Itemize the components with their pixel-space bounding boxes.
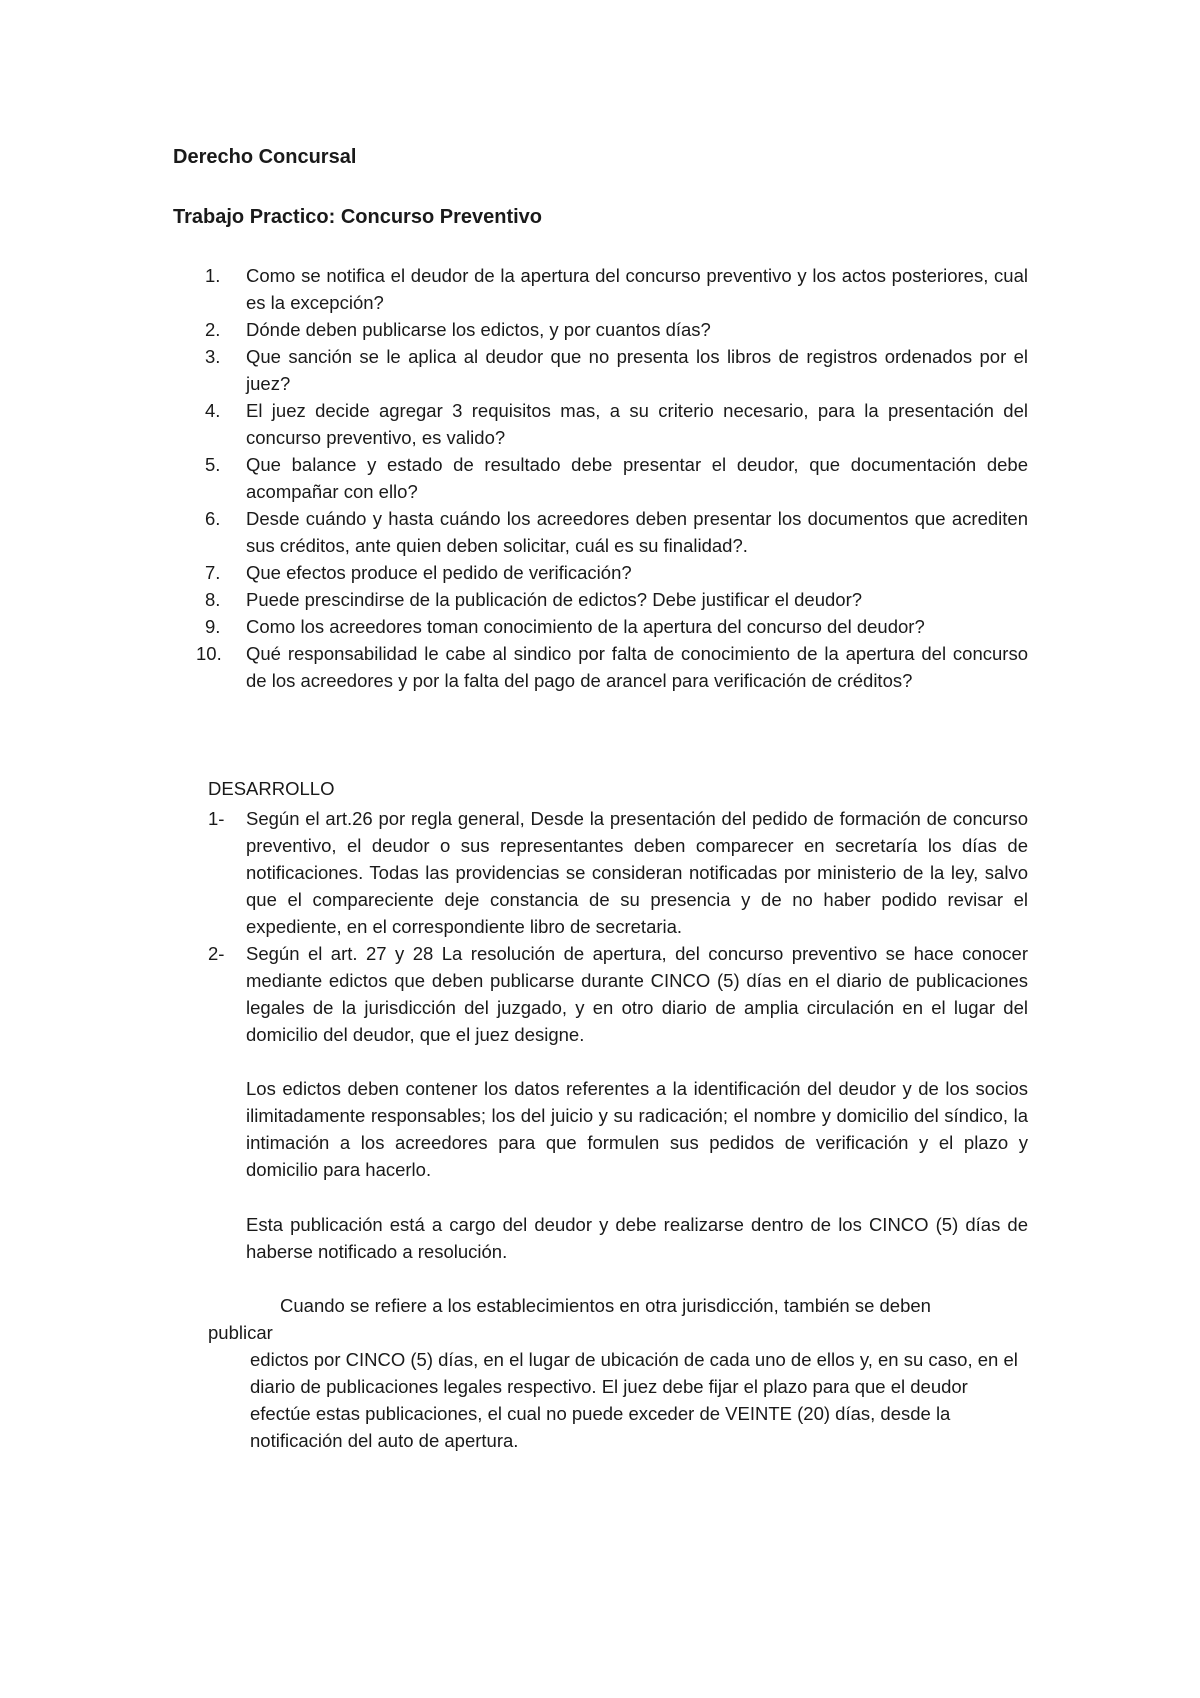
answer-number: 1- [208,808,225,829]
question-number: 7. [205,562,221,583]
question-text: Como los acreedores toman conocimiento de la apertura del concurso del deudor? [246,616,925,637]
question-text: Desde cuándo y hasta cuándo los acreedores deben presentar los documentos que acrediten sus créditos, ante quien deben solicitar, cuál es su finalidad?. [246,508,1028,556]
question-item [173,316,1028,343]
question-number: 1. [205,265,221,286]
answers-list [208,805,1028,1048]
question-item [173,262,1028,316]
question-item [173,640,1028,694]
paragraph-edictos-plazo: edictos por CINCO (5) días, en el lugar de ubicación de cada uno de ellos y, en su caso, en el diario de publicaciones legales respectivo. El juez debe fijar el plazo para que el deudor efectúe estas publicaciones, el cual no puede exceder de VEINTE (20) días, desde la notificación del auto de apertura. [250,1349,1018,1451]
paragraph-line: Cuando se refiere a los establecimientos en otra jurisdicción, también se deben [280,1295,931,1316]
question-item [173,613,1028,640]
question-item [173,586,1028,613]
question-number: 10. [196,643,222,664]
document-subtitle: Trabajo Practico: Concurso Preventivo [173,206,542,228]
question-item [173,451,1028,505]
question-number: 3. [205,346,221,367]
question-text: Dónde deben publicarse los edictos, y por cuantos días? [246,319,711,340]
question-number: 6. [205,508,221,529]
question-text: Que efectos produce el pedido de verificación? [246,562,632,583]
question-text: Que balance y estado de resultado debe presentar el deudor, que documentación debe acompañar con ello? [246,454,1028,502]
section-heading: DESARROLLO [208,778,335,799]
paragraph-edictos-contenido: Los edictos deben contener los datos referentes a la identificación del deudor y de los socios ilimitadamente responsables; los del juicio y su radicación; el nombre y domicilio del síndico, la intimación a los acreedores para que formulen sus pedidos de verificación y el plazo y domicilio para hacerlo. [246,1078,1028,1180]
question-text: Que sanción se le aplica al deudor que no presenta los libros de registros ordenados por el juez? [246,346,1028,394]
question-number: 9. [205,616,221,637]
paragraph-publicacion-cargo: Esta publicación está a cargo del deudor y debe realizarse dentro de los CINCO (5) días de haberse notificado a resolución. [246,1214,1028,1262]
answer-text: Según el art. 27 y 28 La resolución de apertura, del concurso preventivo se hace conocer mediante edictos que deben publicarse durante CINCO (5) días en el diario de publicaciones legales de la jurisdicción del juzgado, y en otro diario de amplia circulación en el lugar del domicilio del deudor, que el juez designe. [246,943,1028,1045]
question-text: Puede prescindirse de la publicación de edictos? Debe justificar el deudor? [246,589,863,610]
answer-number: 2- [208,943,225,964]
question-item [173,505,1028,559]
question-number: 2. [205,319,221,340]
answer-item [208,940,1028,1048]
answer-text: Según el art.26 por regla general, Desde la presentación del pedido de formación de concurso preventivo, el deudor o sus representantes deben comparecer en secretaría los días de notificaciones. Todas las providencias se consideran notificadas por ministerio de la ley, salvo que el compareciente deje constancia de su presencia y de no haber podido revisar el expediente, en el correspondiente libro de secretaria. [246,808,1028,937]
question-item [173,343,1028,397]
paragraph-otra-jurisdiccion [208,1292,1028,1346]
question-text: Como se notifica el deudor de la apertura del concurso preventivo y los actos posteriores, cual es la excepción? [246,265,1028,313]
question-number: 4. [205,400,221,421]
questions-list [173,262,1028,694]
paragraph-line: publicar [208,1322,273,1343]
question-text: El juez decide agregar 3 requisitos mas, a su criterio necesario, para la presentación del concurso preventivo, es valido? [246,400,1028,448]
question-number: 5. [205,454,221,475]
question-item [173,559,1028,586]
document-title: Derecho Concursal [173,146,357,168]
question-item [173,397,1028,451]
answer-item [208,805,1028,940]
question-number: 8. [205,589,221,610]
question-text: Qué responsabilidad le cabe al sindico por falta de conocimiento de la apertura del concurso de los acreedores y por la falta del pago de arancel para verificación de créditos? [246,643,1028,691]
